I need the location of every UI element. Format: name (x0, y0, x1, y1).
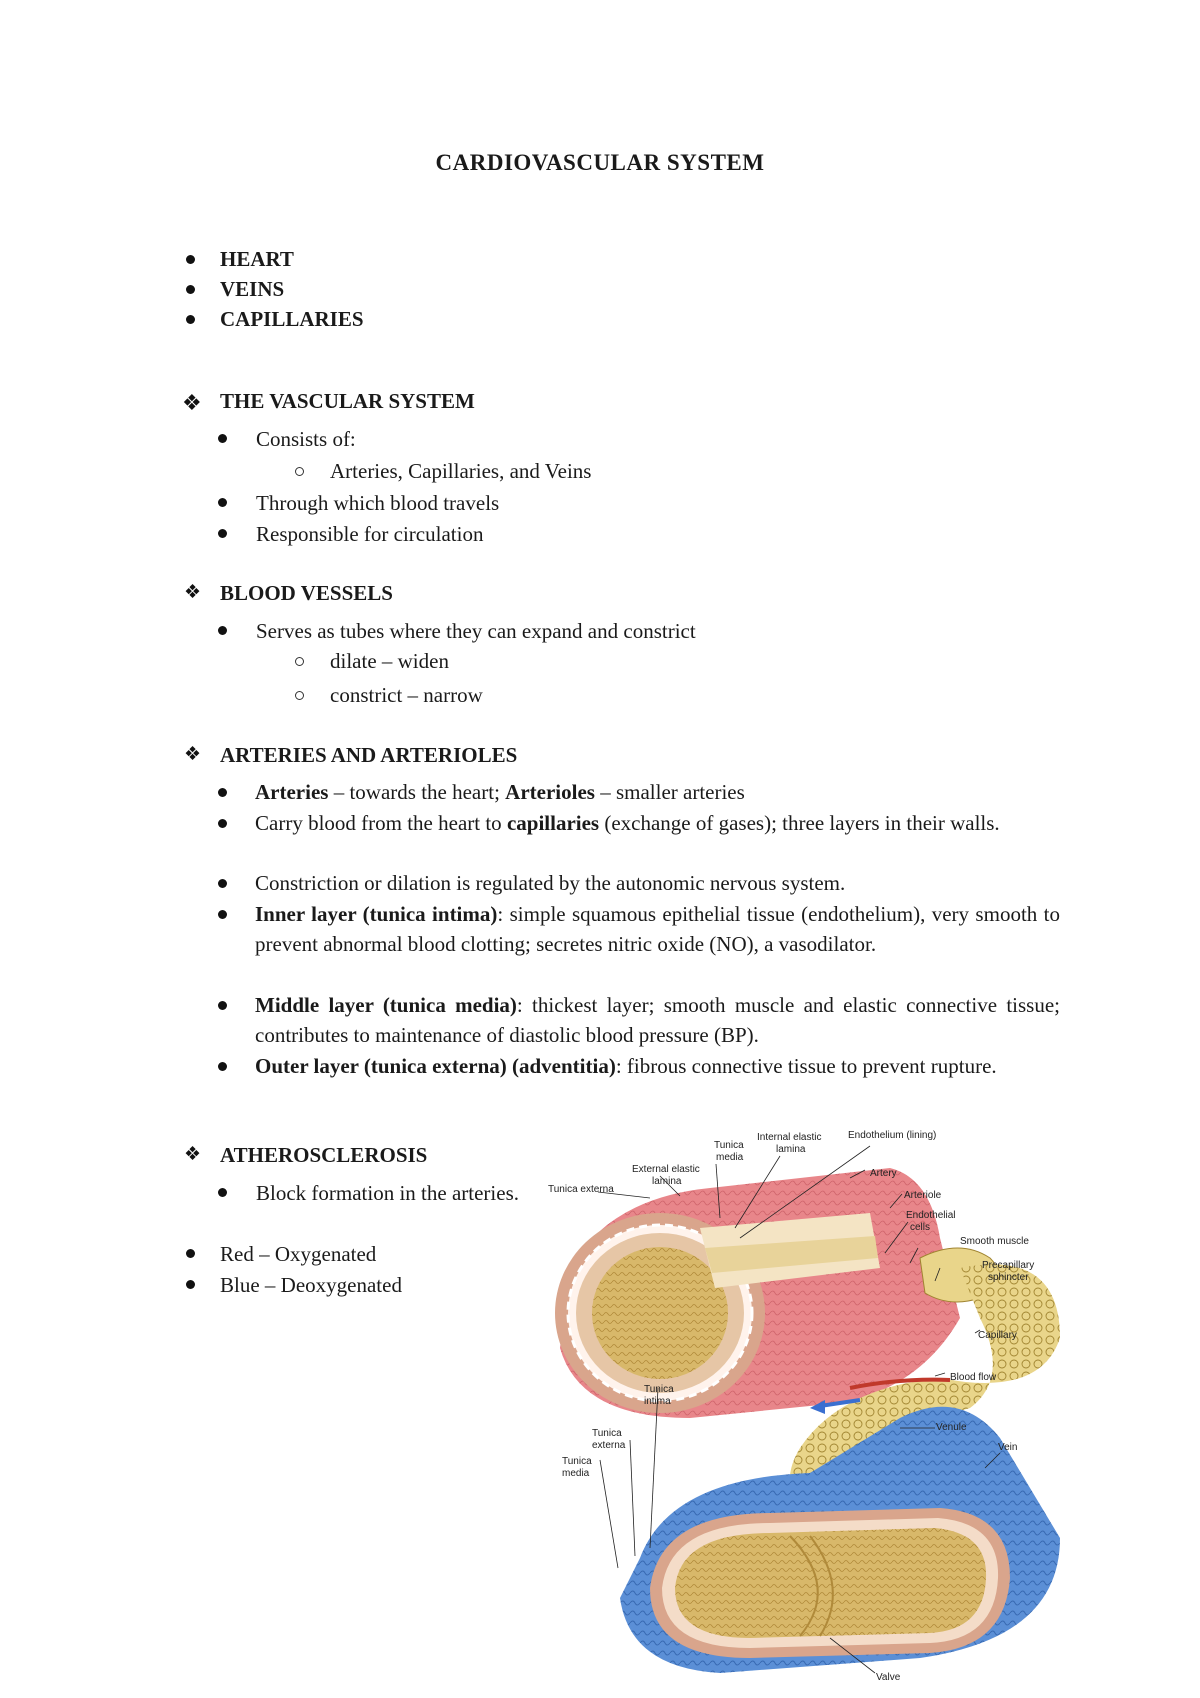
list-item-heart: HEART (220, 247, 294, 271)
circle-bullet-icon (295, 691, 304, 700)
label-tunica-media-top: Tunica (714, 1140, 744, 1151)
bullet-icon (218, 879, 227, 888)
bullet-icon (218, 1062, 227, 1071)
label-tunica-externa-top: Tunica externa (548, 1184, 614, 1195)
list-item: Serves as tubes where they can expand and constrict (256, 619, 696, 643)
label-lamina: lamina (652, 1176, 682, 1187)
label-precapillary-sphincter: sphincter (988, 1272, 1029, 1283)
list-item: Consists of: (256, 427, 356, 451)
bullet-icon (186, 1249, 195, 1258)
bullet-icon (186, 1280, 195, 1289)
bullet-icon (218, 819, 227, 828)
label-external-elastic: External elastic (632, 1164, 700, 1175)
page-title: CARDIOVASCULAR SYSTEM (435, 150, 765, 175)
list-item: Constriction or dilation is regulated by the autonomic nervous system. (255, 871, 846, 895)
label-endothelial-cells: Endothelial (906, 1210, 956, 1221)
section-heading-vessels: BLOOD VESSELS (220, 581, 393, 605)
list-item-capillaries: CAPILLARIES (220, 307, 364, 331)
list-item: constrict – narrow (330, 683, 483, 707)
list-item: Middle layer (tunica media): thickest layer; smooth muscle and elastic connective tissue; contributes to maintenance of diastolic blood pressure (BP). (255, 993, 1060, 1047)
label-artery: Artery (870, 1168, 897, 1179)
list-item: Arteries, Capillaries, and Veins (330, 459, 592, 483)
circle-bullet-icon (295, 467, 304, 476)
label-valve: Valve (876, 1672, 901, 1683)
label-tunica-media-bottom: Tunica (562, 1456, 592, 1467)
list-item-red: Red – Oxygenated (220, 1242, 377, 1266)
label-tunica-media-top: media (716, 1152, 744, 1163)
label-endothelial-cells: cells (910, 1222, 931, 1233)
list-item: Inner layer (tunica intima): simple squamous epithelial tissue (endothelium), very smooth to prevent abnormal blood clotting; secretes nitric oxide (NO), a vasodilator. (255, 902, 1060, 956)
list-item: Outer layer (tunica externa) (adventitia): fibrous connective tissue to prevent rupture. (255, 1054, 997, 1078)
section-heading-arteries: ARTERIES AND ARTERIOLES (220, 743, 518, 767)
circle-bullet-icon (295, 657, 304, 666)
list-item: Arteries – towards the heart; Arterioles – smaller arteries (255, 780, 745, 804)
list-item: Responsible for circulation (256, 522, 484, 546)
label-internal-elastic: Internal elastic (757, 1132, 822, 1143)
list-item: Carry blood from the heart to capillaries (exchange of gases); three layers in their walls. (255, 811, 1000, 835)
bullet-icon (218, 1001, 227, 1010)
label-tunica-intima: Tunica (644, 1384, 674, 1395)
diamond-bullet-icon: ❖ (184, 1144, 202, 1165)
label-tunica-externa-bottom: Tunica (592, 1428, 622, 1439)
bullet-icon (218, 434, 227, 443)
list-item: Block formation in the arteries. (256, 1181, 520, 1205)
bullet-icon (218, 626, 227, 635)
label-smooth-muscle: Smooth muscle (960, 1236, 1029, 1247)
label-lamina: lamina (776, 1144, 806, 1155)
list-item: Through which blood travels (256, 491, 500, 515)
diamond-bullet-icon: ❖ (182, 390, 202, 415)
diamond-bullet-icon: ❖ (184, 744, 202, 765)
label-tunica-externa-bottom: externa (592, 1440, 626, 1451)
list-item: dilate – widen (330, 649, 449, 673)
label-capillary: Capillary (978, 1330, 1017, 1341)
label-tunica-intima: intima (644, 1396, 671, 1407)
label-venule: Venule (936, 1422, 967, 1433)
bullet-icon (186, 315, 195, 324)
bullet-icon (218, 910, 227, 919)
bullet-icon (218, 1188, 227, 1197)
list-item-blue: Blue – Deoxygenated (220, 1273, 402, 1297)
bullet-icon (218, 788, 227, 797)
list-item-veins: VEINS (220, 277, 285, 301)
section-heading-athero: ATHEROSCLEROSIS (220, 1143, 428, 1167)
label-tunica-media-bottom: media (562, 1468, 590, 1479)
blood-vessel-diagram (540, 1118, 1150, 1693)
section-heading-vascular: THE VASCULAR SYSTEM (220, 389, 475, 413)
bullet-icon (186, 285, 195, 294)
diamond-bullet-icon: ❖ (184, 582, 202, 603)
label-precapillary-sphincter: Precapillary (982, 1260, 1035, 1271)
label-vein: Vein (998, 1442, 1018, 1453)
label-endothelium: Endothelium (lining) (848, 1130, 937, 1141)
label-blood-flow: Blood flow (950, 1372, 997, 1383)
label-arteriole: Arteriole (904, 1190, 942, 1201)
bullet-icon (218, 498, 227, 507)
bullet-icon (218, 529, 227, 538)
bullet-icon (186, 255, 195, 264)
